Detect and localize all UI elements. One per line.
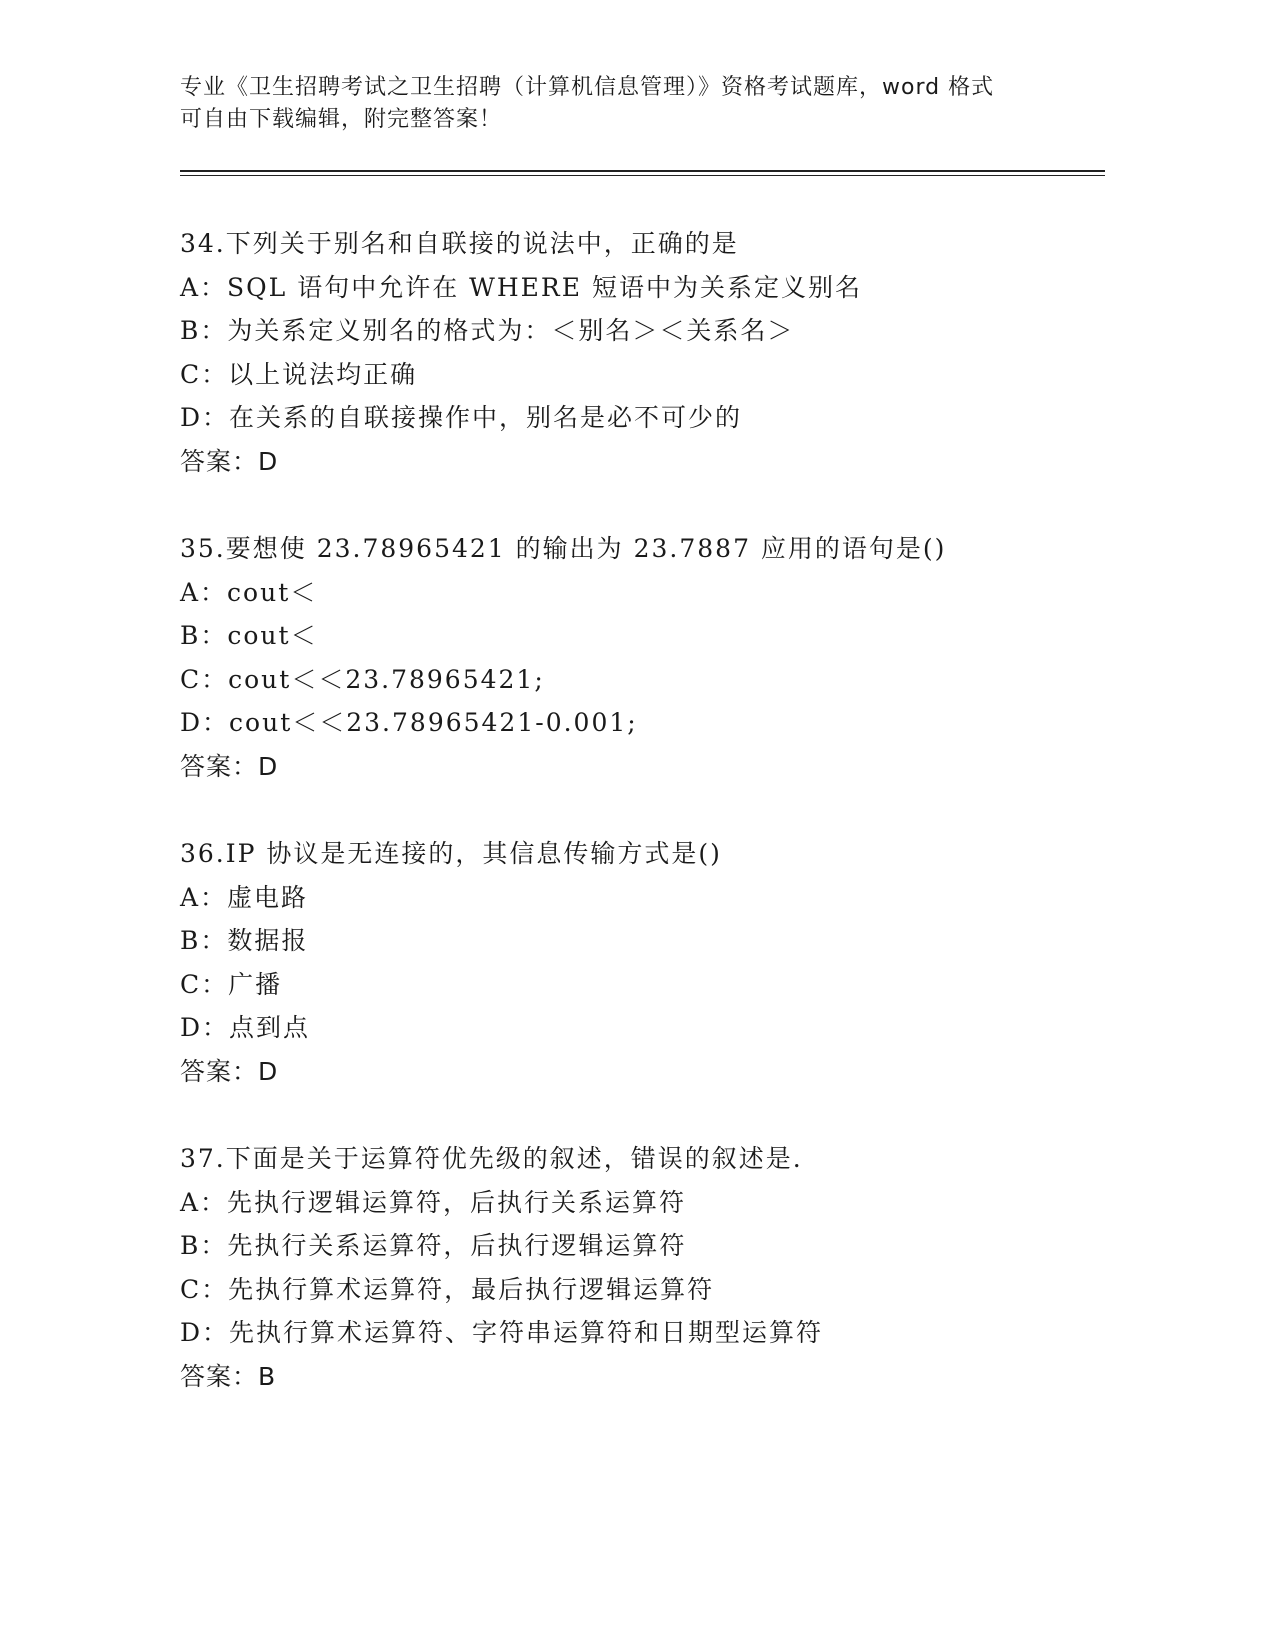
option-b: B：先执行关系运算符，后执行逻辑运算符 [180,1231,687,1261]
option-d: D：点到点 [180,1013,311,1043]
answer: 答案：D [180,751,279,781]
header-line-1: 专业《卫生招聘考试之卫生招聘（计算机信息管理）》资格考试题库，word 格式 [180,75,995,100]
option-b: B：为关系定义别名的格式为：＜别名＞＜关系名＞ [180,316,795,346]
question-block [180,222,1105,484]
answer: 答案：B [180,1361,277,1391]
option-b: B：cout＜ [180,621,318,651]
option-a: A：cout＜ [180,577,318,607]
option-c: C：以上说法均正确 [180,359,418,389]
answer: 答案：D [180,446,279,476]
option-a: A：SQL 语句中允许在 WHERE 短语中为关系定义别名 [180,272,862,302]
option-c: C：先执行算术运算符，最后执行逻辑运算符 [180,1274,715,1304]
question-stem: 35.要想使 23.78965421 的输出为 23.7887 应用的语句是() [180,534,947,563]
option-a: A：先执行逻辑运算符，后执行关系运算符 [180,1187,687,1217]
answer: 答案：D [180,1056,279,1086]
question-block [180,832,1105,1094]
option-a: A：虚电路 [180,882,309,912]
option-b: B：数据报 [180,926,309,956]
question-block [180,527,1105,789]
header-divider-thin [180,175,1105,176]
question-stem: 36.IP 协议是无连接的，其信息传输方式是() [180,839,722,868]
question-block [180,1137,1105,1399]
question-stem: 34.下列关于别名和自联接的说法中，正确的是 [180,229,739,258]
header-line-2: 可自由下载编辑，附完整答案！ [180,107,503,132]
option-d: D：cout＜＜23.78965421-0.001; [180,708,638,738]
option-c: C：cout＜＜23.78965421; [180,664,545,694]
question-stem: 37.下面是关于运算符优先级的叙述，错误的叙述是. [180,1144,803,1173]
option-c: C：广播 [180,969,283,999]
option-d: D：先执行算术运算符、字符串运算符和日期型运算符 [180,1318,824,1348]
header-divider-thick [180,170,1105,172]
option-d: D：在关系的自联接操作中，别名是必不可少的 [180,403,743,433]
document-header [180,72,1080,136]
